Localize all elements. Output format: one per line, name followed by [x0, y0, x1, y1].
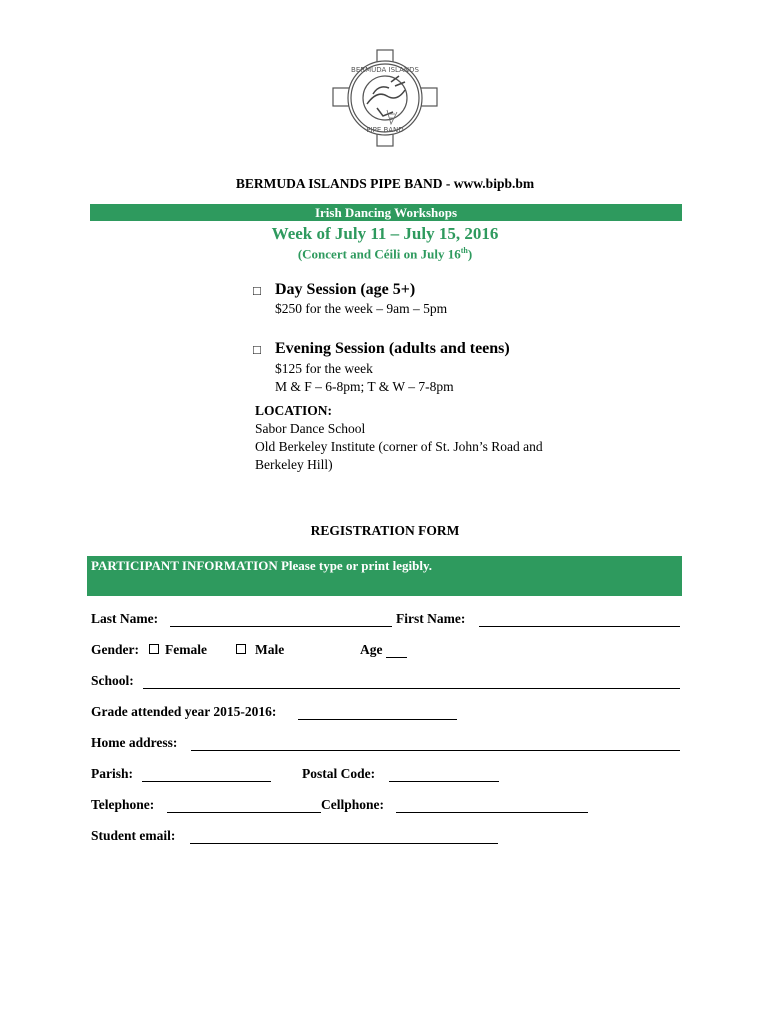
evening-session-title: Evening Session (adults and teens)	[275, 340, 510, 357]
registration-form-title: REGISTRATION FORM	[310, 523, 460, 538]
postal-code-field[interactable]	[389, 781, 499, 782]
male-label: Male	[255, 642, 285, 657]
workshop-banner-title: Irish Dancing Workshops	[314, 205, 458, 220]
telephone-field[interactable]	[167, 812, 321, 813]
last-name-field[interactable]	[170, 626, 392, 627]
logo-top-text: BERMUDA ISLANDS	[351, 66, 419, 74]
organization-line: BERMUDA ISLANDS PIPE BAND - www.bipb.bm	[235, 176, 535, 191]
school-field[interactable]	[143, 688, 680, 689]
concert-note	[0, 246, 770, 262]
parish-label: Parish:	[91, 766, 133, 781]
evening-session-times: M & F – 6-8pm; T & W – 7-8pm	[275, 379, 454, 394]
cellphone-field[interactable]	[396, 812, 588, 813]
age-label: Age	[360, 642, 383, 657]
grade-field[interactable]	[298, 719, 457, 720]
concert-note-suffix: )	[467, 246, 473, 262]
participant-info-title: PARTICIPANT INFORMATION Please type or print legibly.	[91, 558, 433, 573]
student-email-label: Student email:	[91, 828, 176, 843]
home-address-field[interactable]	[191, 750, 680, 751]
day-session-details: $250 for the week – 9am – 5pm	[275, 301, 448, 316]
location-line-2: Old Berkeley Institute (corner of St. John’s Road and	[255, 439, 543, 454]
first-name-label: First Name:	[396, 611, 466, 626]
concert-note-text: (Concert and Céili on July 16	[297, 246, 461, 262]
postal-code-label: Postal Code:	[302, 766, 376, 781]
gender-label: Gender:	[91, 642, 139, 657]
student-email-field[interactable]	[190, 843, 498, 844]
home-address-label: Home address:	[91, 735, 178, 750]
age-field[interactable]	[386, 657, 407, 658]
last-name-label: Last Name:	[91, 611, 159, 626]
female-checkbox[interactable]	[149, 644, 159, 654]
parish-field[interactable]	[142, 781, 271, 782]
location-heading: LOCATION:	[255, 403, 333, 418]
evening-session-price: $125 for the week	[275, 361, 373, 376]
day-session-title: Day Session (age 5+)	[275, 281, 416, 298]
evening-session-checkbox[interactable]: □	[253, 342, 261, 357]
location-line-3: Berkeley Hill)	[255, 457, 333, 472]
female-label: Female	[165, 642, 207, 657]
male-checkbox[interactable]	[236, 644, 246, 654]
logo-bottom-text: PIPE BAND	[366, 126, 404, 134]
school-label: School:	[91, 673, 134, 688]
location-line-1: Sabor Dance School	[255, 421, 366, 436]
telephone-label: Telephone:	[91, 797, 155, 812]
first-name-field[interactable]	[479, 626, 680, 627]
day-session-checkbox[interactable]: □	[253, 283, 261, 298]
band-logo	[325, 48, 445, 148]
week-title: Week of July 11 – July 15, 2016	[271, 224, 499, 243]
concert-note-sup: th	[460, 246, 468, 255]
grade-label: Grade attended year 2015-2016:	[91, 704, 277, 719]
cellphone-label: Cellphone:	[321, 797, 385, 812]
